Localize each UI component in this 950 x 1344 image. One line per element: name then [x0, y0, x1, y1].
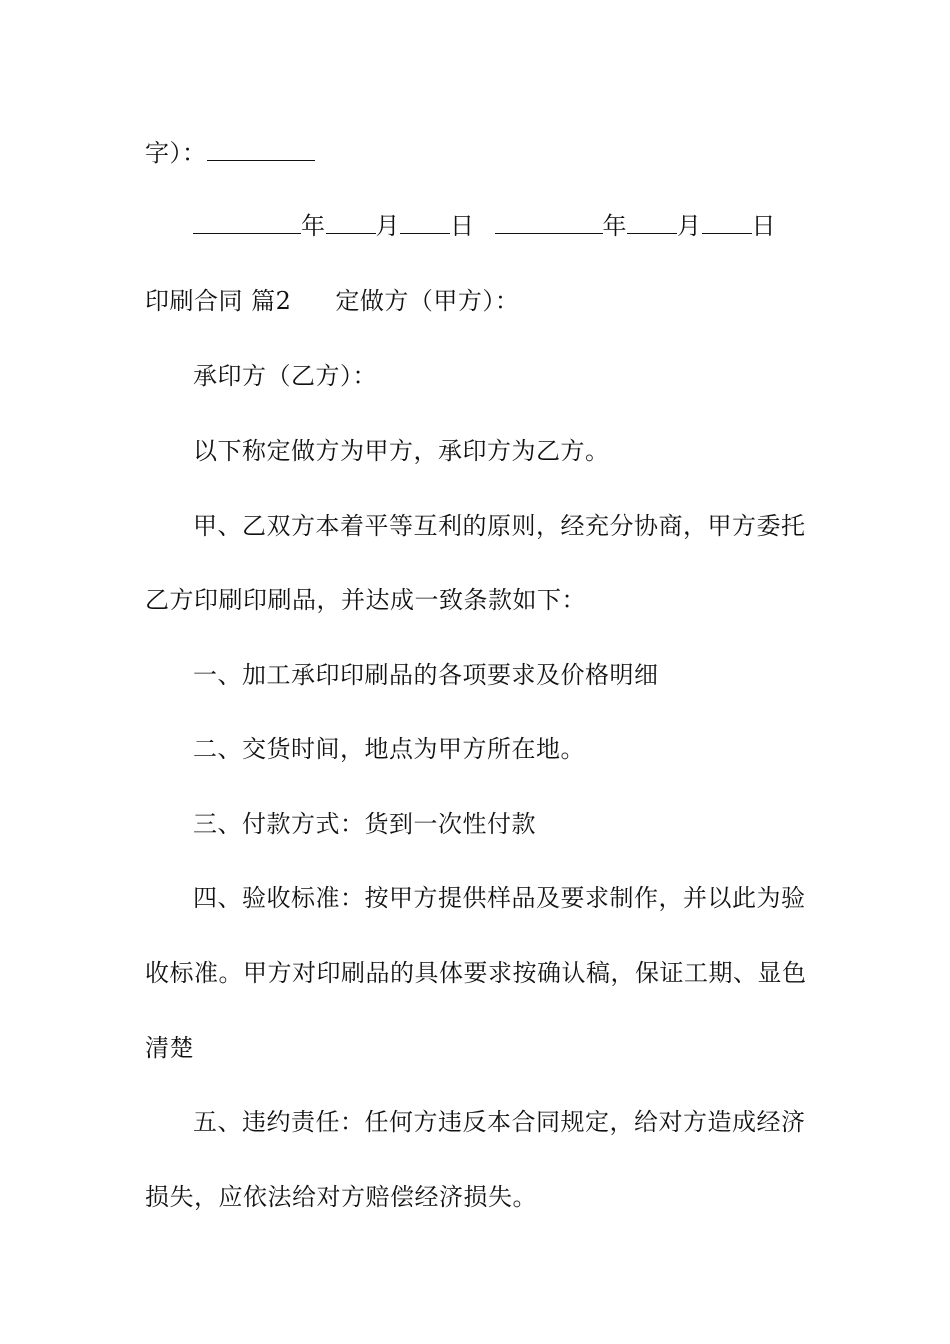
signature-line: [145, 138, 315, 168]
party-b-label: 承印方（乙方）：: [193, 362, 377, 390]
year-label-b: 年: [602, 212, 627, 240]
paragraph-intro: 甲、乙双方本着平等互利的原则，经充分协商，甲方委托: [193, 512, 806, 540]
clause-4: 四、验收标准：按甲方提供样品及要求制作，并以此为验: [193, 884, 806, 912]
signature-blank: [207, 138, 315, 161]
year-blank-b: [495, 211, 603, 234]
month-label-b: 月: [677, 212, 702, 240]
clause-1: 一、加工承印印刷品的各项要求及价格明细: [193, 661, 659, 689]
clause-5-cont: 损失，应依法给对方赔偿经济损失。: [145, 1183, 537, 1211]
year-label-a: 年: [301, 212, 326, 240]
clause-3: 三、付款方式：货到一次性付款: [193, 810, 536, 838]
date-line: [193, 211, 776, 241]
signature-label: 字）：: [145, 139, 207, 167]
day-blank-a: [400, 211, 450, 234]
contract-title: 印刷合同 篇2: [145, 287, 292, 315]
clause-5: 五、违约责任：任何方违反本合同规定，给对方造成经济: [193, 1108, 806, 1136]
day-label-a: 日: [450, 212, 475, 240]
day-blank-b: [702, 211, 752, 234]
paragraph-definitions: 以下称定做方为甲方，承印方为乙方。: [193, 437, 610, 465]
month-blank-b: [627, 211, 677, 234]
month-label-a: 月: [375, 212, 400, 240]
year-blank-a: [193, 211, 301, 234]
day-label-b: 日: [751, 212, 776, 240]
contract-heading: [145, 286, 519, 316]
party-a-label: 定做方（甲方）：: [335, 287, 520, 315]
clause-2: 二、交货时间，地点为甲方所在地。: [193, 735, 585, 763]
paragraph-intro-cont: 乙方印刷印刷品，并达成一致条款如下：: [145, 586, 586, 614]
clause-4-end: 清楚: [145, 1034, 194, 1062]
month-blank-a: [326, 211, 376, 234]
clause-4-cont: 收标准。甲方对印刷品的具体要求按确认稿，保证工期、显色: [145, 959, 807, 987]
